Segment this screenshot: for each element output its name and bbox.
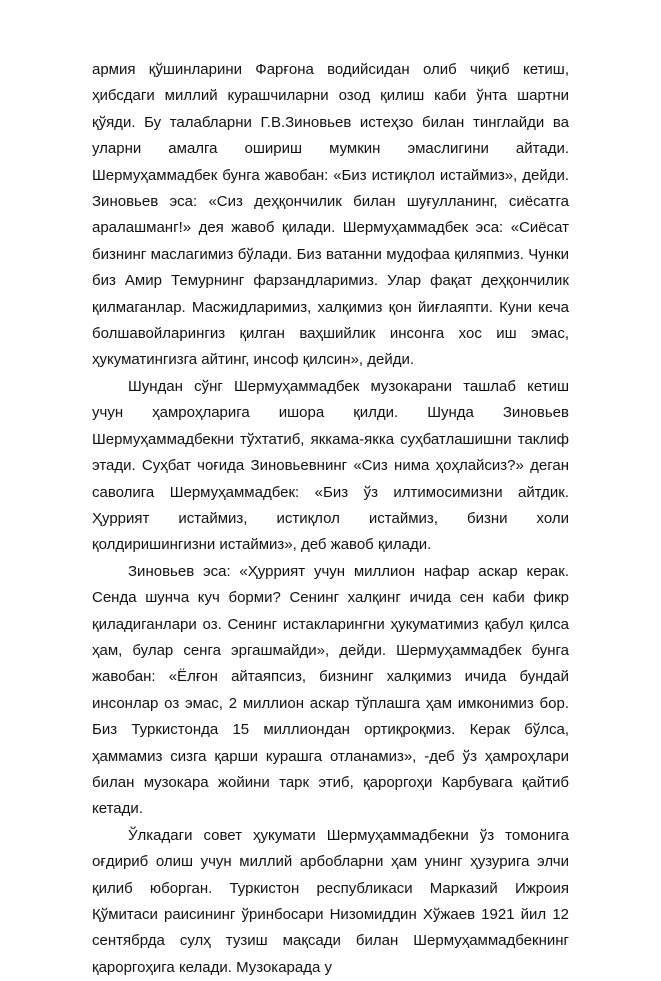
paragraph-2: Шундан сўнг Шермуҳаммадбек музокарани ташлаб кетиш учун ҳамроҳларига ишора қилди. Шунда Зиновьев Шермуҳаммадбекни тўхтатиб, яккама-якка суҳбатлашишни таклиф этади. Суҳбат чоғида Зиновьевнинг «Сиз нима ҳоҳлайсиз?» деган саволига Шермуҳаммадбек: «Биз ўз илтимосимизни айтдик. Ҳуррият истаймиз, истиқлол истаймиз, бизни холи қолдиришингизни истаймиз», деб жавоб қилади. (92, 377, 569, 554)
document-page (92, 57, 569, 981)
paragraph-3: Зиновьев эса: «Ҳуррият учун миллион нафар аскар керак. Сенда шунча куч борми? Сенинг халқинг ичида сен каби фикр қиладиганлари оз. Сенинг истакларингни ҳукуматимиз қабул қилса ҳам, булар сенга эргашмайди», дейди. Шермуҳаммадбек бунга жавобан: «Ёлғон айтаяпсиз, бизнинг халқимиз ичида бундай инсонлар оз эмас, 2 миллион аскар тўплашга ҳам имконимиз бор. Биз Туркистонда 15 миллиондан ортиқроқмиз. Керак бўлса, ҳаммамиз сизга қарши курашга отланамиз», -деб ўз ҳамроҳлари билан музокара жойини тарк этиб, қароргоҳи Карбувага қайтиб кетади. (92, 562, 569, 818)
paragraph-4: Ўлкадаги совет ҳукумати Шермуҳаммадбекни ўз томонига оғдириб олиш учун миллий арбобларни ҳам унинг ҳузурига элчи қилиб юборган. Туркистон республикаси Марказий Ижроия Қўмитаси раисининг ўринбосари Низомиддин Хўжаев 1921 йил 12 сентябрда сулҳ тузиш мақсади билан Шермуҳаммадбекнинг қароргоҳига келади. Музокарада у (92, 826, 569, 976)
paragraph-1: армия қўшинларини Фарғона водийсидан олиб чиқиб кетиш, ҳибсдаги миллий курашчиларни озод қилиш каби ўнта шартни қўяди. Бу талабларни Г.В.Зиновьев истеҳзо билан тинглайди ва уларни амалга ошириш мумкин эмаслигини айтади. Шермуҳаммадбек бунга жавобан: «Биз истиқлол истаймиз», дейди. Зиновьев эса: «Сиз деҳқончилик билан шуғулланинг, сиёсатга аралашманг!» дея жавоб қилади. Шермуҳаммадбек эса: «Сиёсат бизнинг маслагимиз бўлади. Биз ватанни мудофаа қиляпмиз. Чунки биз Амир Темурнинг фарзандларимиз. Улар фақат деҳқончилик қилмаганлар. Масжидларимиз, халқимиз қон йиғлаяпти. Куни кеча болшавойларингиз қилган ваҳшийлик инсонга хос иш эмас, ҳукуматингизга айтинг, инсоф қилсин», дейди. (92, 61, 569, 369)
